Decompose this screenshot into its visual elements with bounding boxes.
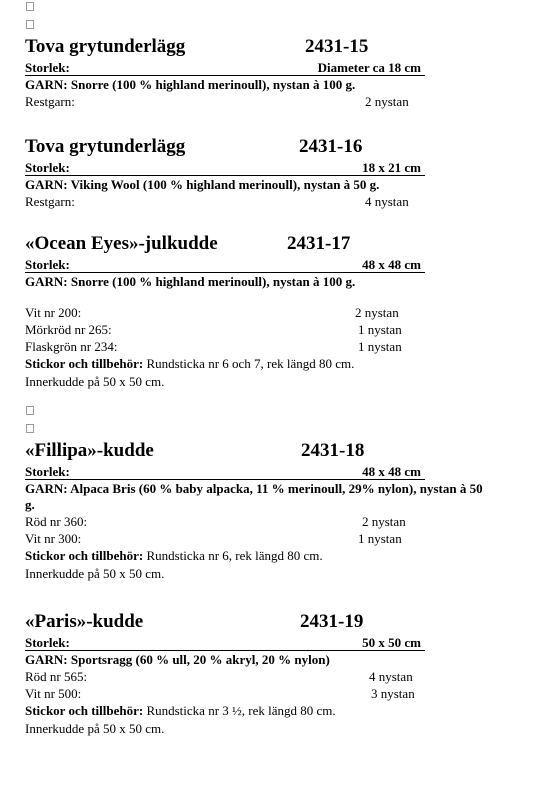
size-row <box>25 635 425 651</box>
size-value: 48 x 48 cm <box>362 257 421 272</box>
yarn-label: Vit nr 300: <box>25 531 82 546</box>
yarn-label: Mörkröd nr 265: <box>25 322 112 337</box>
size-label: Storlek: <box>25 464 70 479</box>
yarn-line <box>25 93 425 110</box>
yarn-label: Röd nr 565: <box>25 669 88 684</box>
pattern-title: «Ocean Eyes»-julkudde <box>25 233 218 254</box>
yarn-quantity: 2 nystan <box>355 305 399 320</box>
size-label: Storlek: <box>25 257 70 272</box>
yarn-info: GARN: Snorre (100 % highland merinoull), nystan à 100 g. <box>25 77 356 92</box>
pattern-item-2431-15 <box>25 34 425 110</box>
size-row <box>25 60 425 76</box>
tools-label: Stickor och tillbehör: <box>25 356 144 371</box>
yarn-info: GARN: Alpaca Bris (60 % baby alpacka, 11 % merinoull, 29% nylon), nystan à 50 g. <box>25 481 483 512</box>
pattern-code: 2431-19 <box>300 611 364 632</box>
yarn-label: Röd nr 360: <box>25 514 88 529</box>
tools-line <box>25 702 425 720</box>
inner-cushion-line: Innerkudde på 50 x 50 cm. <box>25 374 165 389</box>
tools-label: Stickor och tillbehör: <box>25 548 144 563</box>
tools-text: Rundsticka nr 3 ½, rek längd 80 cm. <box>143 703 336 718</box>
yarn-label: Vit nr 200: <box>25 305 82 320</box>
size-value: 48 x 48 cm <box>362 464 421 479</box>
size-row <box>25 160 425 176</box>
pattern-code: 2431-17 <box>287 233 351 254</box>
yarn-line <box>25 304 425 321</box>
tools-label: Stickor och tillbehör: <box>25 703 144 718</box>
pattern-title: «Fillipa»-kudde <box>25 440 154 461</box>
yarn-info: GARN: Sportsragg (60 % ull, 20 % akryl, 20 % nylon) <box>25 652 330 667</box>
tools-text: Rundsticka nr 6 och 7, rek längd 80 cm. <box>143 356 355 371</box>
missing-glyph-box <box>26 406 34 415</box>
yarn-quantity: 4 nystan <box>369 669 413 684</box>
yarn-label: Vit nr 500: <box>25 686 82 701</box>
yarn-line <box>25 321 425 338</box>
size-label: Storlek: <box>25 60 70 75</box>
pattern-item-2431-18 <box>25 438 483 583</box>
yarn-quantity: 2 nystan <box>365 94 409 109</box>
yarn-quantity: 4 nystan <box>365 194 409 209</box>
yarn-info: GARN: Snorre (100 % highland merinoull), nystan à 100 g. <box>25 274 356 289</box>
pattern-code: 2431-18 <box>301 440 365 461</box>
missing-glyph-box <box>26 2 34 11</box>
pattern-code: 2431-16 <box>299 136 363 157</box>
pattern-title: «Paris»-kudde <box>25 611 144 632</box>
size-row <box>25 257 425 273</box>
yarn-info: GARN: Viking Wool (100 % highland merinoull), nystan à 50 g. <box>25 177 380 192</box>
size-label: Storlek: <box>25 160 70 175</box>
pattern-title: Tova grytunderlägg <box>25 36 186 57</box>
pattern-item-2431-16 <box>25 134 425 210</box>
tools-line <box>25 355 425 373</box>
pattern-code: 2431-15 <box>305 36 369 57</box>
yarn-line <box>25 668 425 685</box>
missing-glyph-box <box>26 20 34 29</box>
yarn-line <box>25 193 425 210</box>
missing-glyph-box <box>26 424 34 433</box>
yarn-quantity: 1 nystan <box>358 339 402 354</box>
size-value: 50 x 50 cm <box>362 635 421 650</box>
yarn-label: Restgarn: <box>25 94 75 109</box>
yarn-label: Restgarn: <box>25 194 75 209</box>
yarn-line <box>25 338 425 355</box>
tools-text: Rundsticka nr 6, rek längd 80 cm. <box>143 548 323 563</box>
yarn-label: Flaskgrön nr 234: <box>25 339 118 354</box>
yarn-quantity: 1 nystan <box>358 531 402 546</box>
size-label: Storlek: <box>25 635 70 650</box>
size-value: Diameter ca 18 cm <box>317 60 421 75</box>
size-row <box>25 464 425 480</box>
inner-cushion-line: Innerkudde på 50 x 50 cm. <box>25 721 165 736</box>
pattern-title: Tova grytunderlägg <box>25 136 186 157</box>
yarn-line <box>25 685 425 702</box>
yarn-quantity: 2 nystan <box>362 514 406 529</box>
size-value: 18 x 21 cm <box>362 160 421 175</box>
yarn-quantity: 1 nystan <box>358 322 402 337</box>
pattern-item-2431-17 <box>25 231 425 391</box>
yarn-line <box>25 530 425 547</box>
yarn-quantity: 3 nystan <box>371 686 415 701</box>
pattern-item-2431-19 <box>25 609 425 738</box>
tools-line <box>25 547 425 565</box>
inner-cushion-line: Innerkudde på 50 x 50 cm. <box>25 566 165 581</box>
yarn-line <box>25 513 425 530</box>
